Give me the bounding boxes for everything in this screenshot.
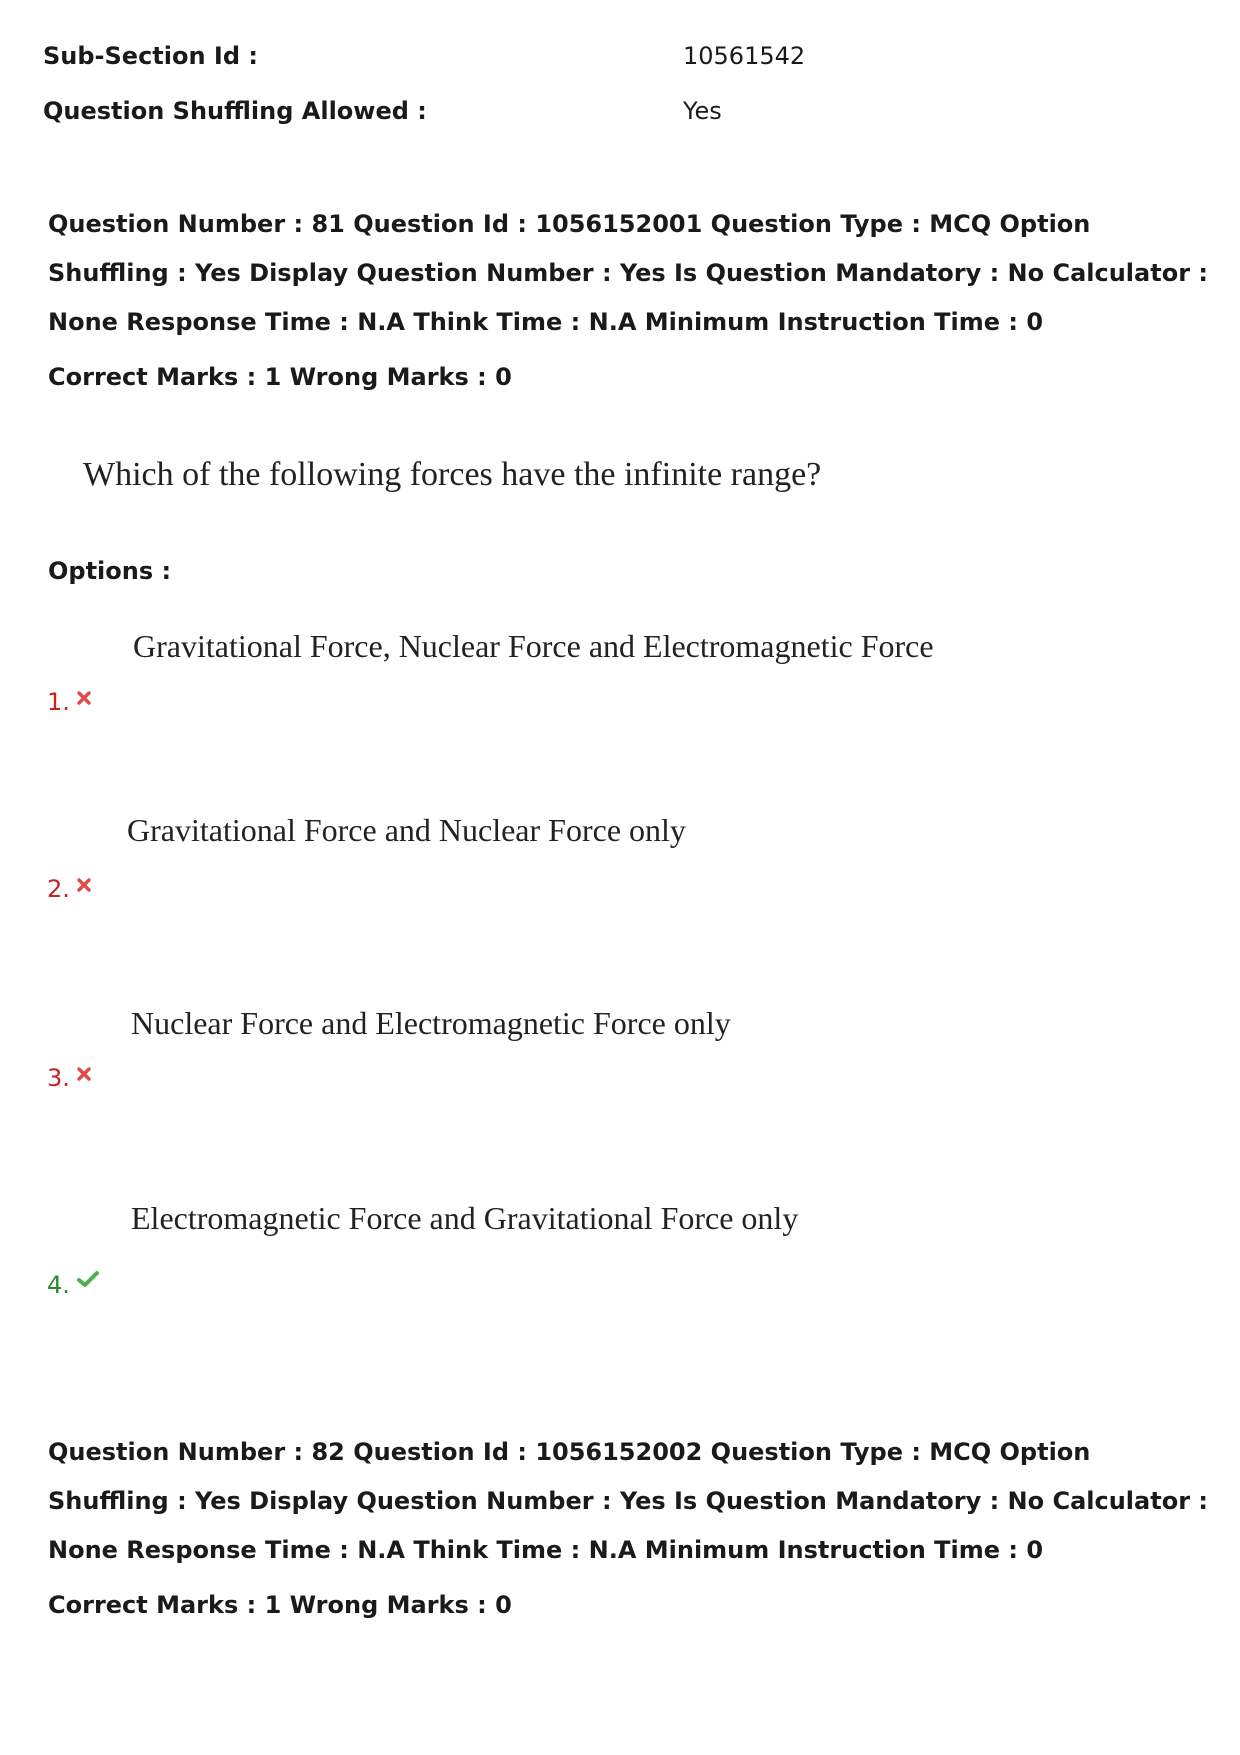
cross-icon [77, 683, 91, 711]
option-number: 2. [47, 875, 91, 904]
option-text: Gravitational Force, Nuclear Force and Electromagnetic Force [133, 628, 934, 664]
option-text: Electromagnetic Force and Gravitational Force only [131, 1200, 799, 1236]
options-label: Options : [48, 557, 172, 585]
subsection-id-value: 10561542 [683, 42, 806, 70]
question-marks: Correct Marks : 1 Wrong Marks : 0 [48, 1591, 512, 1619]
option-number: 1. [47, 688, 91, 717]
question-meta: Question Number : 82 Question Id : 1056152002 Question Type : MCQ Option Shuffling : Yes Display Question Number : Yes Is Question Mandatory : No Calculator : None Response Time : N.A Think Time : N.A Minimum Instruction Time : 0 [48, 1438, 1208, 1564]
cross-icon [77, 870, 91, 898]
question-text: Which of the following forces have the infinite range? [83, 456, 822, 493]
option-number: 4. [47, 1271, 99, 1300]
option-number: 3. [47, 1064, 91, 1093]
subsection-id-label: Sub-Section Id : [43, 42, 258, 70]
shuffle-value: Yes [683, 97, 722, 125]
option-text: Nuclear Force and Electromagnetic Force only [131, 1005, 731, 1041]
check-icon [77, 1266, 99, 1294]
question-meta: Question Number : 81 Question Id : 1056152001 Question Type : MCQ Option Shuffling : Yes Display Question Number : Yes Is Question Mandatory : No Calculator : None Response Time : N.A Think Time : N.A Minimum Instruction Time : 0 [48, 210, 1208, 336]
cross-icon [77, 1059, 91, 1087]
option-text: Gravitational Force and Nuclear Force only [127, 812, 686, 848]
shuffle-label: Question Shuffling Allowed : [43, 97, 427, 125]
question-marks: Correct Marks : 1 Wrong Marks : 0 [48, 363, 512, 391]
